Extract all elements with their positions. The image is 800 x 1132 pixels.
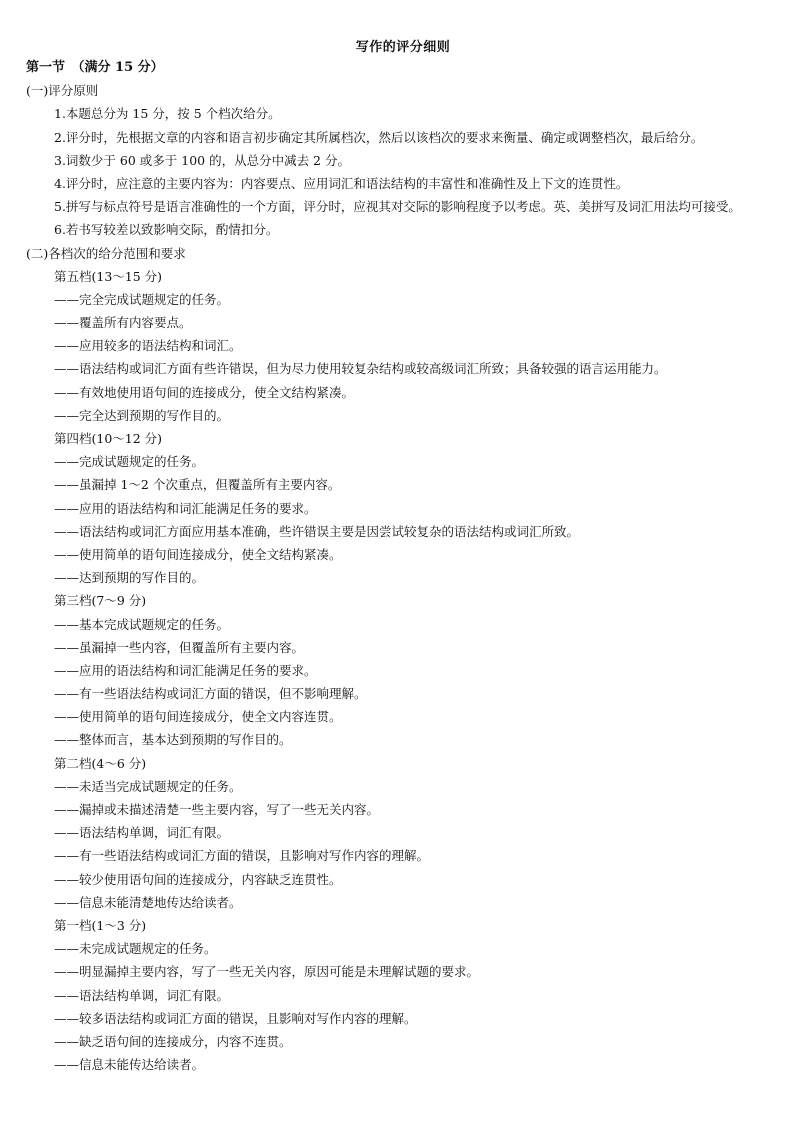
level-title: 第四档(10～12 分) [54, 431, 163, 446]
document-title: 写作的评分细则 [355, 40, 451, 55]
level-criterion: ——语法结构单调，词汇有限。 [54, 825, 230, 841]
level-title: 第一档(1～3 分) [54, 917, 147, 933]
level-title: 第五档(13～15 分) [54, 268, 163, 284]
level-criterion: ——使用简单的语句间连接成分，使全文内容连贯。 [54, 709, 342, 725]
level-criterion: ——完成试题规定的任务。 [54, 454, 205, 470]
level-criterion: ——信息未能传达给读者。 [54, 1057, 205, 1073]
level-criterion: ——未完成试题规定的任务。 [54, 941, 217, 957]
principle-item: 2.评分时，先根据文章的内容和语言初步确定其所属档次，然后以该档次的要求来衡量、确定或调整档次，最后给分。 [54, 129, 704, 145]
level-criterion: ——整体而言，基本达到预期的写作目的。 [54, 732, 292, 748]
principle-item: 5.拼写与标点符号是语言准确性的一个方面，评分时，应视其对交际的影响程度予以考虑。英、美拼写及词汇用法均可接受。 [54, 199, 741, 215]
level-criterion: ——信息未能清楚地传达给读者。 [54, 894, 242, 910]
principle-item: 6.若书写较差以致影响交际，酌情扣分。 [54, 222, 279, 238]
level-title: 第三档(7～9 分) [54, 593, 147, 609]
level-criterion: ——漏掉或未描述清楚一些主要内容，写了一些无关内容。 [54, 802, 380, 817]
level-criterion: ——语法结构或词汇方面应用基本准确，些许错误主要是因尝试较复杂的语法结构或词汇所致。 [54, 523, 580, 539]
principle-item: 4.评分时，应注意的主要内容为：内容要点、应用词汇和语法结构的丰富性和准确性及上下文的连贯性。 [54, 175, 629, 191]
principle-item: 1.本题总分为 15 分，按 5 个档次给分。 [54, 106, 281, 122]
level-criterion: ——有效地使用语句间的连接成分，使全文结构紧凑。 [54, 384, 355, 400]
section-title: 第一节 （满分 15 分） [26, 60, 164, 75]
level-criterion: ——覆盖所有内容要点。 [54, 315, 192, 331]
principle-item: 3.词数少于 60 或多于 100 的，从总分中减去 2 分。 [54, 152, 350, 168]
level-criterion: ——语法结构或词汇方面有些许错误，但为尽力使用较复杂结构或较高级词汇所致；具备较强的语言运用能力。 [54, 361, 667, 377]
level-criterion: ——语法结构单调，词汇有限。 [54, 987, 230, 1003]
level-criterion: ——使用简单的语句间连接成分，使全文结构紧凑。 [54, 546, 342, 562]
level-criterion: ——虽漏掉一些内容，但覆盖所有主要内容。 [54, 639, 305, 655]
level-title: 第二档(4～6 分) [54, 755, 147, 771]
level-criterion: ——缺乏语句间的连接成分，内容不连贯。 [54, 1033, 292, 1049]
level-criterion: ——未适当完成试题规定的任务。 [54, 778, 242, 794]
level-criterion: ——完全达到预期的写作目的。 [54, 407, 230, 423]
level-criterion: ——应用较多的语法结构和词汇。 [54, 338, 242, 354]
level-criterion: ——较少使用语句间的连接成分，内容缺乏连贯性。 [54, 871, 342, 887]
level-criterion: ——达到预期的写作目的。 [54, 570, 205, 586]
level-criterion: ——有一些语法结构或词汇方面的错误，且影响对写作内容的理解。 [54, 848, 430, 864]
levels-heading: (二)各档次的给分范围和要求 [26, 245, 186, 261]
level-criterion: ——完全完成试题规定的任务。 [54, 291, 230, 307]
level-criterion: ——基本完成试题规定的任务。 [54, 616, 230, 632]
principles-heading: (一)评分原则 [26, 83, 99, 99]
level-criterion: ——虽漏掉 1～2 个次重点，但覆盖所有主要内容。 [54, 477, 341, 493]
level-criterion: ——应用的语法结构和词汇能满足任务的要求。 [54, 662, 317, 678]
level-criterion: ——应用的语法结构和词汇能满足任务的要求。 [54, 500, 317, 516]
level-criterion: ——较多语法结构或词汇方面的错误，且影响对写作内容的理解。 [54, 1010, 417, 1026]
level-criterion: ——有一些语法结构或词汇方面的错误，但不影响理解。 [54, 686, 367, 702]
level-criterion: ——明显漏掉主要内容，写了一些无关内容，原因可能是未理解试题的要求。 [54, 964, 480, 980]
